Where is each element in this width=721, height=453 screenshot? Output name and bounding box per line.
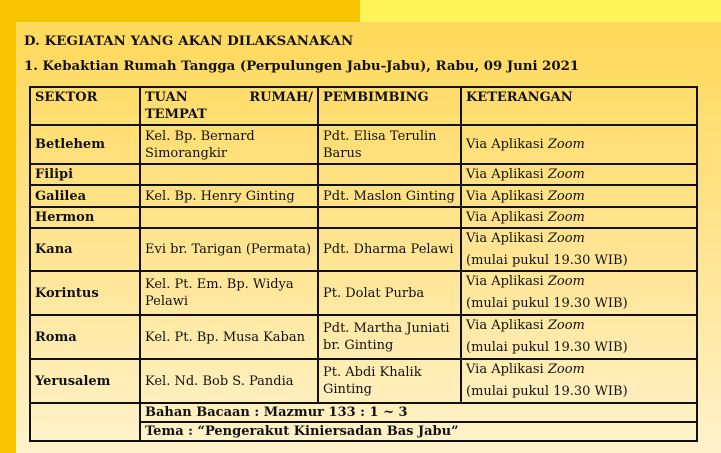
header-keterangan: KETERANGAN (461, 87, 697, 125)
section-heading: D. KEGIATAN YANG AKAN DILAKSANAKAN (24, 34, 354, 49)
tuan-rumah-cell (140, 207, 318, 228)
header-tuan-rumah (140, 87, 318, 125)
keterangan-prefix: Via Aplikasi (466, 167, 548, 182)
table-row (30, 164, 697, 185)
tuan-rumah-cell: Kel. Nd. Bob S. Pandia (140, 359, 318, 403)
keterangan-via (466, 231, 585, 246)
section-subheading: 1. Kebaktian Rumah Tangga (Perpulungen Jabu-Jabu), Rabu, 09 Juni 2021 (24, 59, 580, 74)
keterangan-via (466, 362, 585, 377)
pembimbing-cell: Pt. Dolat Purba (318, 271, 461, 315)
keterangan-cell (461, 315, 697, 359)
table-row (30, 315, 697, 359)
sektor-cell: Roma (30, 315, 140, 359)
table-row (30, 228, 697, 271)
keterangan-zoom: Zoom (547, 318, 585, 333)
keterangan-zoom: Zoom (547, 167, 585, 182)
keterangan-cell (461, 125, 697, 164)
keterangan-cell (461, 207, 697, 228)
keterangan-zoom: Zoom (547, 274, 585, 289)
keterangan-note: (mulai pukul 19.30 WIB) (466, 296, 628, 311)
keterangan-via (466, 274, 585, 289)
table-row (30, 185, 697, 207)
keterangan-prefix: Via Aplikasi (466, 188, 548, 204)
keterangan-note: (mulai pukul 19.30 WIB) (466, 253, 628, 268)
sektor-cell: Betlehem (30, 125, 140, 164)
sektor-cell: Yerusalem (30, 359, 140, 403)
pembimbing-cell: Pdt. Dharma Pelawi (318, 228, 461, 271)
keterangan-via (466, 189, 585, 204)
pembimbing-cell: Pdt. Elisa Terulin Barus (318, 125, 461, 164)
pembimbing-cell: Pt. Abdi Khalik Ginting (318, 359, 461, 403)
header-pembimbing: PEMBIMBING (318, 87, 461, 125)
header-tuan-c: TEMPAT (145, 107, 207, 122)
keterangan-prefix: Via Aplikasi (466, 362, 548, 377)
keterangan-prefix: Via Aplikasi (466, 274, 548, 289)
keterangan-prefix: Via Aplikasi (466, 210, 548, 225)
keterangan-zoom: Zoom (547, 231, 585, 246)
bahan-bacaan-row (30, 403, 697, 422)
pembimbing-cell (318, 207, 461, 228)
bahan-bacaan: Bahan Bacaan : Mazmur 133 : 1 ~ 3 (140, 403, 697, 422)
table-row (30, 359, 697, 403)
keterangan-via (466, 137, 585, 152)
keterangan-zoom: Zoom (547, 210, 585, 225)
keterangan-cell (461, 359, 697, 403)
sektor-cell: Korintus (30, 271, 140, 315)
sektor-cell: Galilea (30, 185, 140, 207)
keterangan-cell (461, 185, 697, 207)
keterangan-zoom: Zoom (547, 137, 585, 152)
tuan-rumah-cell: Kel. Bp. Henry Ginting (140, 185, 318, 207)
keterangan-note: (mulai pukul 19.30 WIB) (466, 340, 628, 355)
sektor-cell: Hermon (30, 207, 140, 228)
pembimbing-cell (318, 164, 461, 185)
pembimbing-cell: Pdt. Martha Juniati br. Ginting (318, 315, 461, 359)
table-row (30, 271, 697, 315)
document-panel (16, 22, 721, 453)
table-header-row (30, 87, 697, 125)
tuan-rumah-cell (140, 164, 318, 185)
sektor-cell: Filipi (30, 164, 140, 185)
header-sektor: SEKTOR (30, 87, 140, 125)
tema: Tema : “Pengerakut Kiniersadan Bas Jabu” (140, 422, 697, 441)
footer-empty-cell (30, 403, 140, 422)
pembimbing-cell: Pdt. Maslon Ginting (318, 185, 461, 207)
table-row (30, 207, 697, 228)
tuan-rumah-cell: Kel. Pt. Bp. Musa Kaban (140, 315, 318, 359)
footer-empty-cell (30, 422, 140, 441)
keterangan-cell (461, 228, 697, 271)
header-tuan-a: TUAN (145, 90, 188, 105)
tuan-rumah-cell: Evi br. Tarigan (Permata) (140, 228, 318, 271)
schedule-table (29, 86, 698, 442)
tuan-rumah-cell: Kel. Pt. Em. Bp. Widya Pelawi (140, 271, 318, 315)
tuan-rumah-cell: Kel. Bp. Bernard Simorangkir (140, 125, 318, 164)
keterangan-zoom: Zoom (547, 188, 585, 204)
keterangan-zoom: Zoom (547, 362, 585, 377)
keterangan-prefix: Via Aplikasi (466, 318, 548, 333)
keterangan-cell (461, 164, 697, 185)
tema-row (30, 422, 697, 441)
keterangan-note: (mulai pukul 19.30 WIB) (466, 384, 628, 399)
keterangan-via (466, 318, 585, 333)
sektor-cell: Kana (30, 228, 140, 271)
keterangan-via (466, 167, 585, 182)
keterangan-prefix: Via Aplikasi (466, 137, 548, 152)
keterangan-prefix: Via Aplikasi (466, 231, 548, 246)
keterangan-cell (461, 271, 697, 315)
header-tuan-b: RUMAH/ (249, 90, 313, 105)
keterangan-via (466, 210, 585, 225)
table-row (30, 125, 697, 164)
